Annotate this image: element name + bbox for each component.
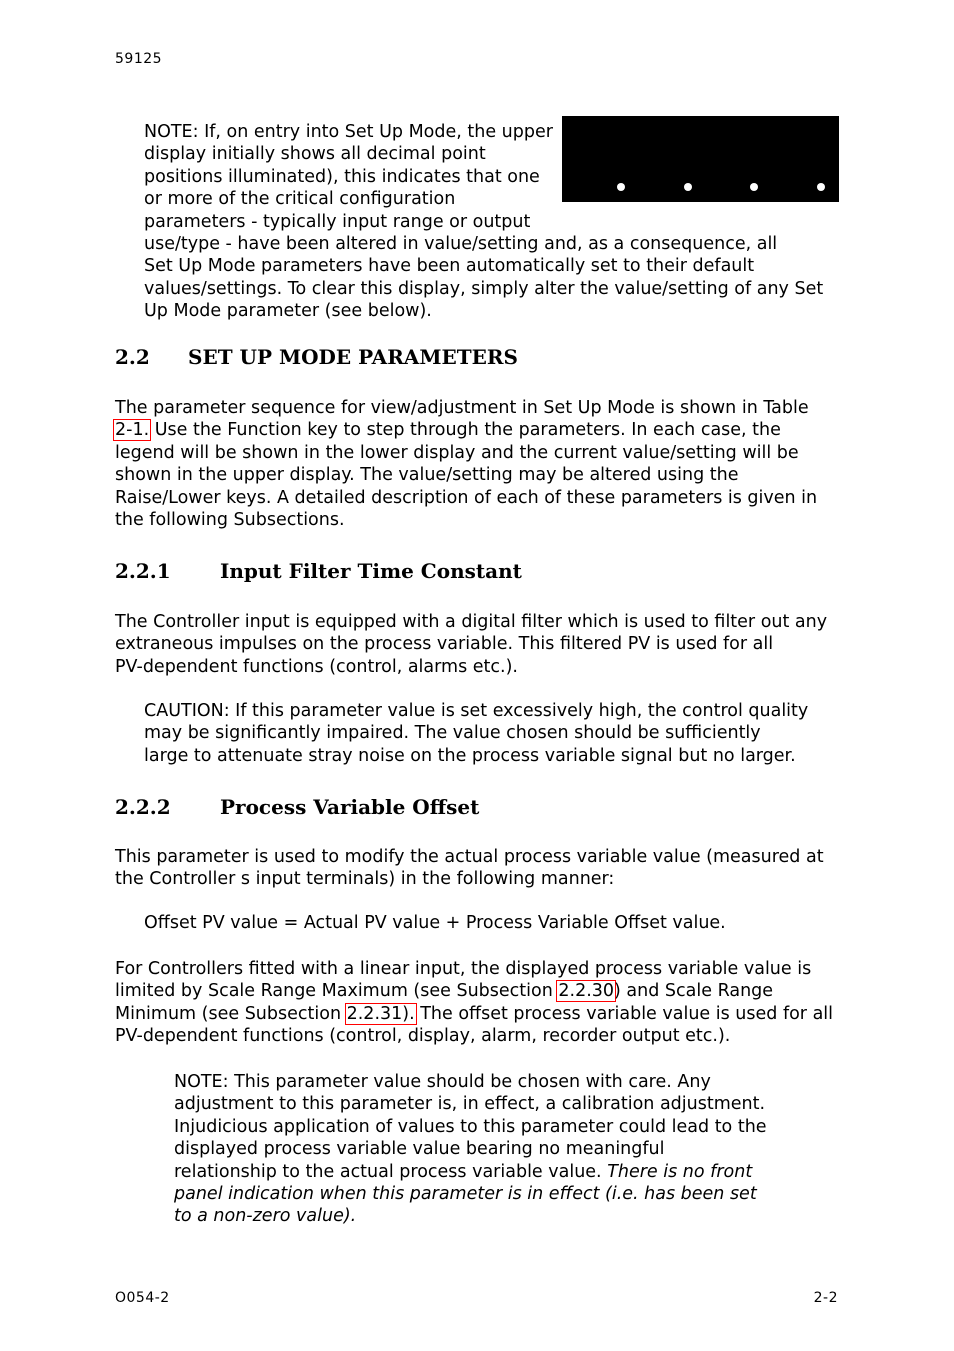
section-2-2-2-paragraph-1: This parameter is used to modify the actual process variable value (measured at the Controller s input terminals) in the following manner: [115,847,824,890]
document-number: 59125 [115,51,163,67]
section-2-2-paragraph: The parameter sequence for view/adjustment in Set Up Mode is shown in Table 2-1. Use the Function key to step through the parameters. In each case, the legend will be shown in the lower display and the current value/setting will be shown in the upper display. The value/setting may be altered using the Raise/Lower keys. A detailed description of each of these parameters is given in the following Subsections. [115,398,818,531]
subsection-2-2-30-link[interactable]: 2.2.30 [558,981,615,1002]
table-2-1-link[interactable]: 2-1. [115,420,150,441]
footer-page-number: 2-2 [813,1290,838,1306]
offset-formula: Offset PV value = Actual PV value + Process Variable Offset value. [144,913,726,933]
note-decimal-points: NOTE: If, on entry into Set Up Mode, the upper display initially shows all decimal point positions illuminated), this indicates that one or more of the critical configuration parameters - typically input range or output use/type - have been altered in value/setting and, as a consequence, all Set Up Mode parameters have been automatically set to their default values/settings. To clear this display, simply alter the value/setting of any Set Up Mode parameter (see below). [144,122,824,322]
caution-note: CAUTION: If this parameter value is set excessively high, the control quality may be significantly impaired. The value chosen should be sufficiently large to attenuate stray noise on the process variable signal but no larger. [144,701,809,766]
section-heading-2-2: 2.2 SET UP MODE PARAMETERS [115,345,518,369]
calibration-note: NOTE: This parameter value should be chosen with care. Any adjustment to this parameter is, in effect, a calibration adjustment. Injudicious application of values to this parameter could lead to the displayed process variable value bearing no meaningful relationship to the actual process variable value. There is no front panel indication when this parameter is in effect (i.e. has been set to a non-zero value). [174,1072,767,1227]
section-2-2-1-paragraph: The Controller input is equipped with a digital filter which is used to filter out any extraneous impulses on the process variable. This filtered PV is used for all PV-dependent functions (control, alarms etc.). [115,612,828,677]
section-heading-2-2-2: 2.2.2 Process Variable Offset [115,795,480,819]
subsection-2-2-31-link[interactable]: 2.2.31). [346,1003,415,1024]
section-heading-2-2-1: 2.2.1 Input Filter Time Constant [115,559,522,583]
section-2-2-2-paragraph-2: For Controllers fitted with a linear input, the displayed process variable value is limited by Scale Range Maximum (see Subsection 2.2.30) and Scale Range Minimum (see Subsection 2.2.31). The offset process variable value is used for all PV-dependent functions (control, display, alarm, recorder output etc.). [115,959,834,1047]
footer-document-id: O054-2 [115,1290,170,1306]
